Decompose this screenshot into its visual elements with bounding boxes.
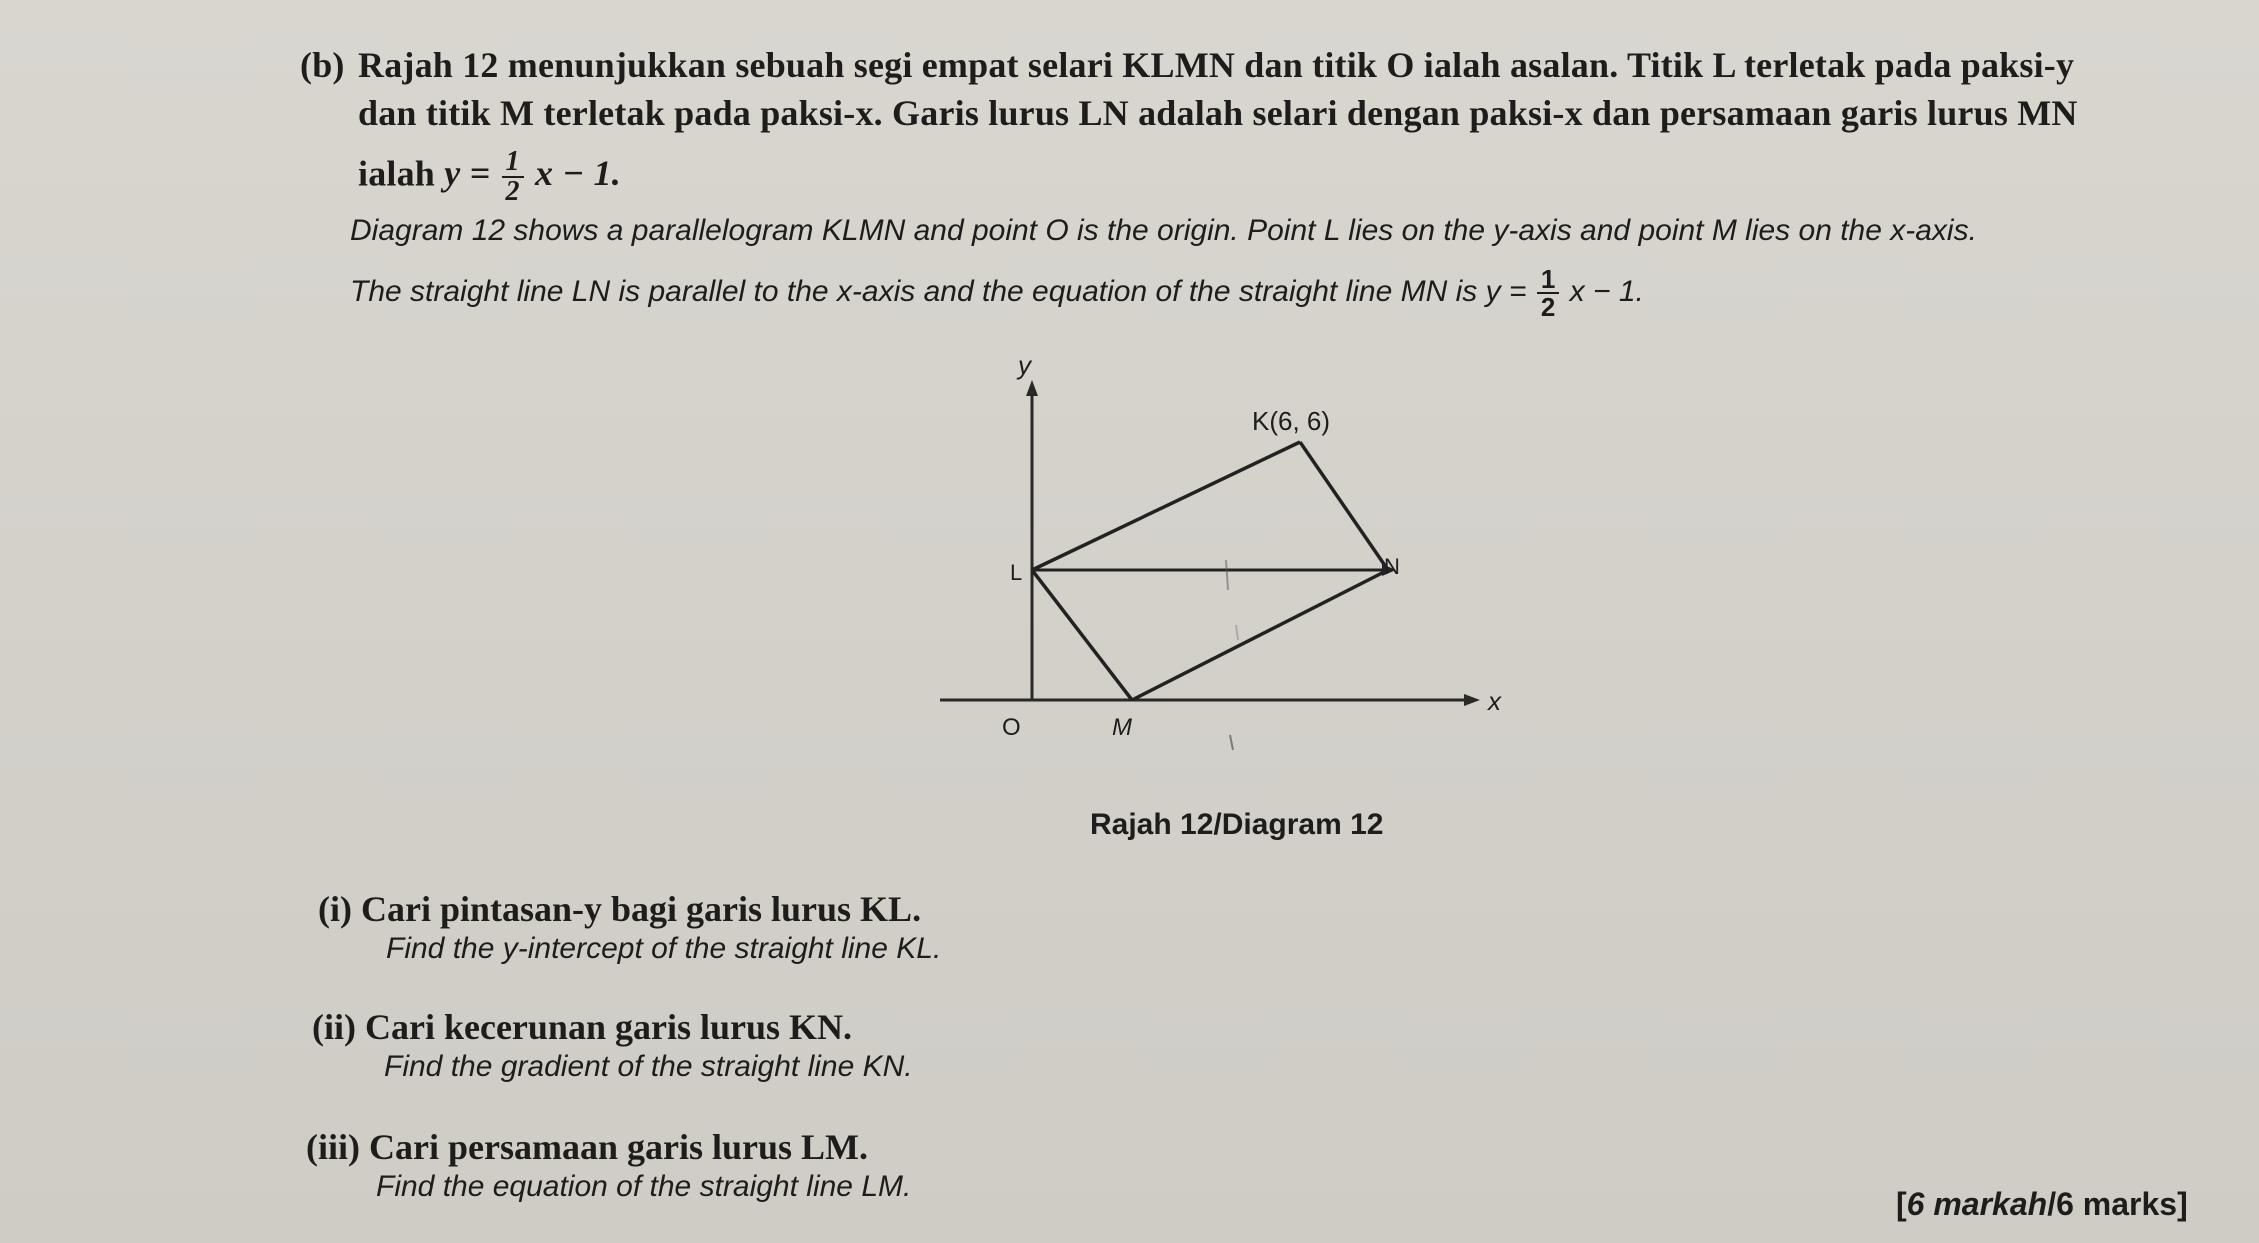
english-eq-lhs: y = [1485, 274, 1527, 308]
malay-eq-fraction [502, 148, 524, 206]
malay-line-1: Rajah 12 menunjukkan sebuah segi empat selari KLMN dan titik O ialah asalan. Titik L terletak pada paksi-y [358, 45, 2075, 85]
subquestion-2-english: Find the gradient of the straight line KN. [384, 1050, 913, 1083]
y-axis-arrow-icon [1026, 380, 1038, 396]
subquestion-3-malay: (iii) Cari persamaan garis lurus LM. [306, 1127, 868, 1167]
parallelogram-diagram [900, 330, 1520, 810]
diagram-caption: Rajah 12/Diagram 12 [1090, 808, 1384, 841]
marks-english: 6 marks [2056, 1186, 2178, 1222]
english-eq-rhs: x − 1. [1569, 274, 1644, 308]
english-line-2-prefix: The straight line LN is parallel to the x-axis and the equation of the straight line MN is [350, 274, 1478, 308]
line-NK [1300, 442, 1388, 570]
english-eq-num: 1 [1537, 266, 1559, 294]
line-KL [1032, 442, 1300, 570]
line-MN [1132, 570, 1388, 700]
english-line-2 [350, 266, 1644, 320]
line-LM [1032, 570, 1132, 700]
pencil-mark [1236, 625, 1238, 640]
malay-eq-den: 2 [505, 176, 520, 207]
malay-line-3 [358, 148, 621, 206]
english-equation [1485, 264, 1644, 322]
pencil-mark [1230, 735, 1233, 750]
english-line-1: Diagram 12 shows a parallelogram KLMN and point O is the origin. Point L lies on the y-axis and point M lies on the x-axis. [350, 214, 1977, 247]
point-K-label: K(6, 6) [1252, 406, 1331, 436]
pencil-mark [1226, 560, 1228, 590]
marks-malay: 6 markah [1906, 1186, 2048, 1222]
point-M-label: M [1112, 714, 1132, 741]
malay-line-2: dan titik M terletak pada paksi-x. Garis lurus LN adalah selari dengan paksi-x dan persamaan garis lurus MN [358, 93, 2078, 133]
origin-label: O [1002, 714, 1021, 741]
malay-eq-rhs: x − 1. [534, 153, 621, 194]
point-L-label: L [1010, 560, 1023, 585]
malay-eq-num: 1 [502, 148, 524, 178]
y-axis-label: y [1018, 350, 1031, 380]
subquestion-3-english: Find the equation of the straight line LM. [376, 1170, 912, 1203]
english-eq-den: 2 [1540, 292, 1556, 322]
point-N-label: N [1384, 554, 1400, 579]
part-label: (b) [300, 45, 345, 85]
malay-eq-lhs: y = [444, 153, 491, 194]
subquestion-2-malay: (ii) Cari kecerunan garis lurus KN. [312, 1007, 852, 1047]
x-axis-label: x [1488, 686, 1501, 716]
malay-equation [444, 146, 621, 207]
english-eq-fraction [1537, 266, 1559, 320]
subquestion-1-malay: (i) Cari pintasan-y bagi garis lurus KL. [318, 889, 922, 929]
subquestion-1-english: Find the y-intercept of the straight line KL. [386, 932, 942, 965]
malay-line-3-prefix: ialah [358, 153, 436, 194]
marks-label: [6 markah/6 marks] [1896, 1186, 2188, 1222]
x-axis-arrow-icon [1464, 694, 1480, 706]
